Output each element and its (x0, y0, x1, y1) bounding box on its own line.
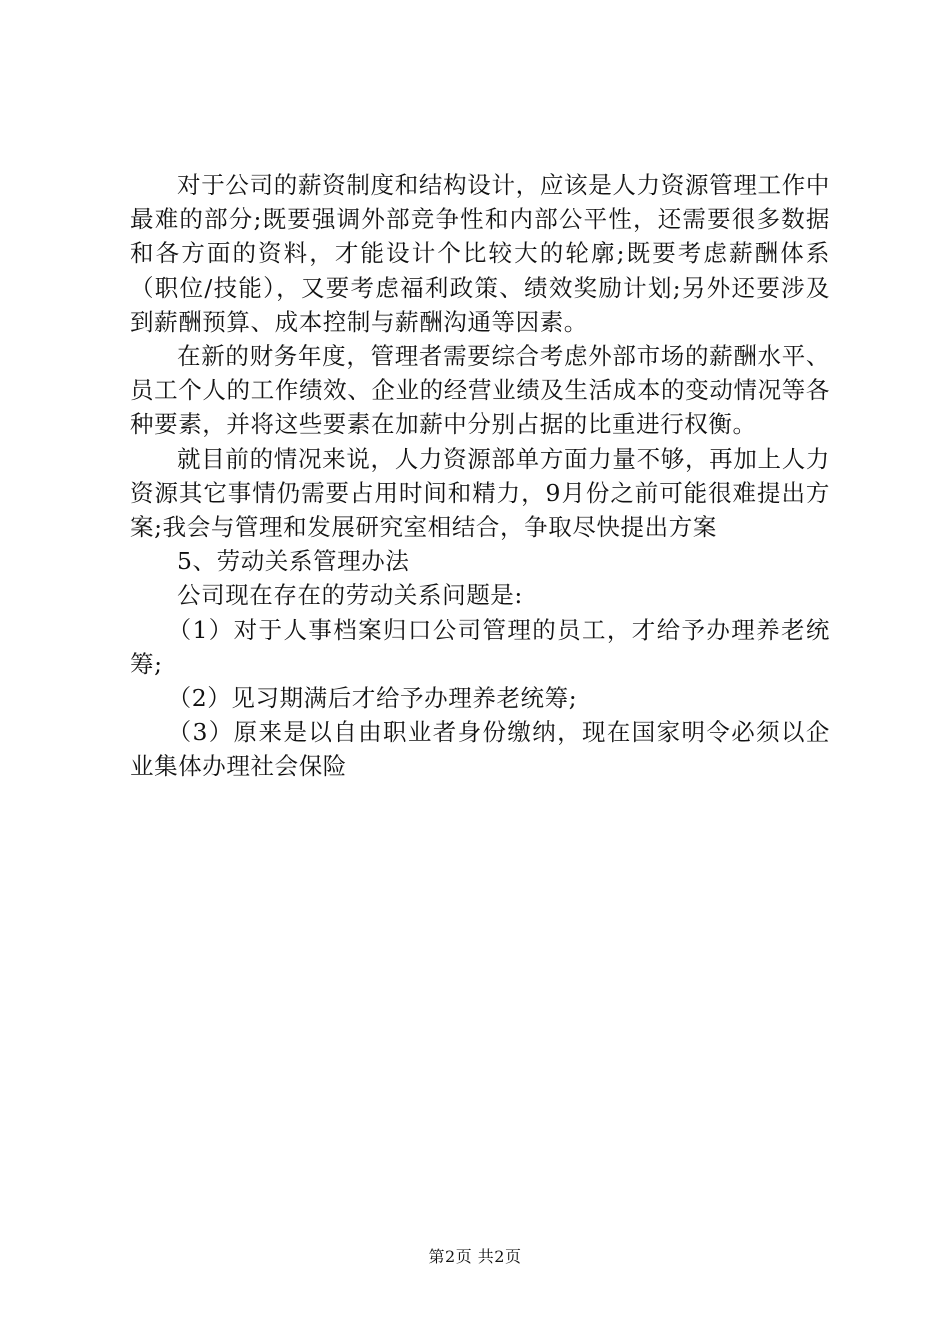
page-number-footer: 第2页 共2页 (428, 1247, 522, 1266)
list-item-issue-1: （1）对于人事档案归口公司管理的员工，才给予办理养老统筹; (130, 615, 830, 678)
paragraph-labor-issues-intro: 公司现在存在的劳动关系问题是: (177, 581, 523, 610)
list-item-issue-2: （2）见习期满后才给予办理养老统筹; (167, 684, 578, 713)
paragraph-current-situation: 就目前的情况来说，人力资源部单方面力量不够，再加上人力资源其它事情仍需要占用时间和精力，9月份之前可能很难提出方案;我会与管理和发展研究室相结合，争取尽快提出方案 (130, 444, 830, 542)
paragraph-fiscal-year: 在新的财务年度，管理者需要综合考虑外部市场的薪酬水平、员工个人的工作绩效、企业的经营业绩及生活成本的变动情况等各种要素，并将这些要素在加薪中分别占据的比重进行权衡。 (130, 342, 830, 439)
document-body (130, 168, 830, 784)
section-heading-labor-relations: 5、劳动关系管理办法 (177, 547, 410, 576)
paragraph-salary-design: 对于公司的薪资制度和结构设计，应该是人力资源管理工作中最难的部分;既要强调外部竞争性和内部公平性，还需要很多数据和各方面的资料，才能设计个比较大的轮廓;既要考虑薪酬体系（职位/技能），又要考虑福利政策、绩效奖励计划;另外还要涉及到薪酬预算、成本控制与薪酬沟通等因素。 (130, 171, 830, 336)
list-item-issue-3: （3）原来是以自由职业者身份缴纳，现在国家明令必须以企业集体办理社会保险 (130, 718, 830, 781)
